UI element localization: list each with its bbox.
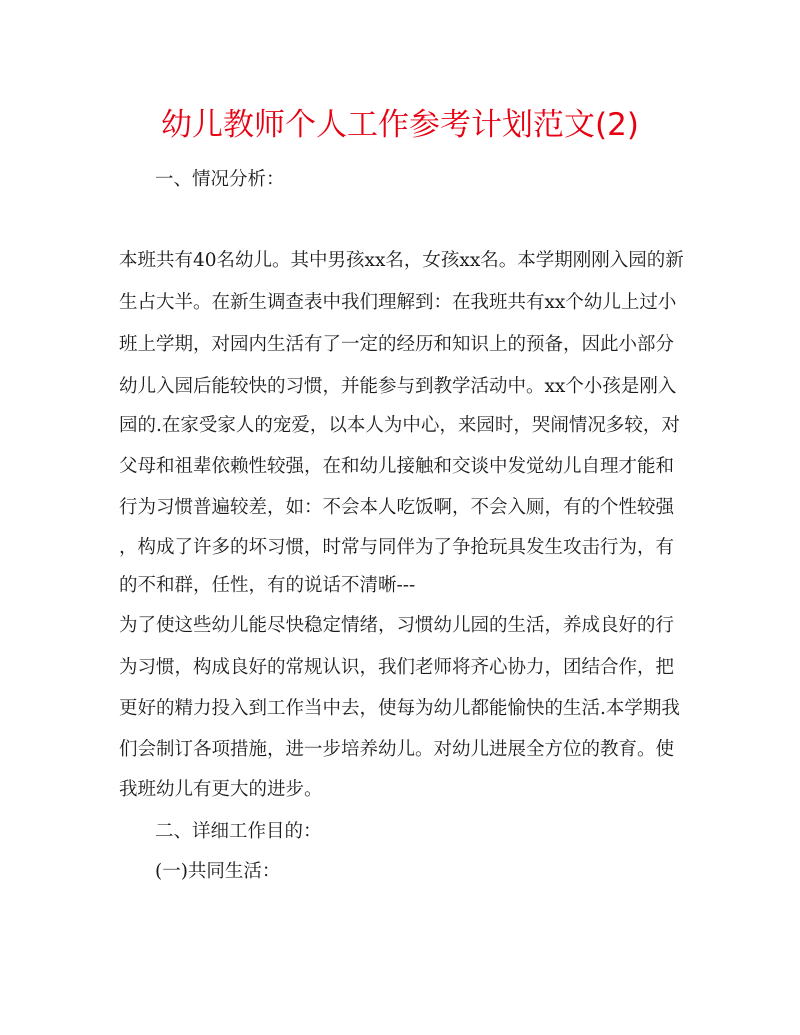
document-title: 幼儿教师个人工作参考计划范文(2) bbox=[161, 107, 639, 143]
paragraph-line: 的不和群，任性，有的说话不清晰--- bbox=[119, 575, 416, 596]
paragraph-line: 本班共有40名幼儿。其中男孩xx名，女孩xx名。本学期刚刚入园的新 bbox=[119, 250, 684, 271]
paragraph-line: 行为习惯普遍较差，如：不会本人吃饭啊，不会入厕，有的个性较强 bbox=[119, 497, 675, 518]
paragraph-line: 生占大半。在新生调查表中我们理解到：在我班共有xx个幼儿上过小 bbox=[119, 292, 677, 313]
paragraph-line: 幼儿入园后能较快的习惯，并能参与到教学活动中。xx个小孩是刚入 bbox=[119, 376, 677, 397]
paragraph-line: 园的.在家受家人的宠爱，以本人为中心，来园时，哭闹情况多较，对 bbox=[119, 415, 680, 436]
paragraph-line: 更好的精力投入到工作当中去，使每为幼儿都能愉快的生活.本学期我 bbox=[119, 698, 680, 719]
paragraph-line: 班上学期，对园内生活有了一定的经历和知识上的预备，因此小部分 bbox=[119, 334, 675, 355]
paragraph-line: 们会制订各项措施，进一步培养幼儿。对幼儿进展全方位的教育。使 bbox=[119, 739, 675, 760]
section-heading-situation: 一、情况分析： bbox=[155, 169, 285, 190]
subsection-heading-shared-life: (一)共同生活： bbox=[155, 861, 281, 882]
paragraph-line: 父母和祖辈依赖性较强，在和幼儿接触和交谈中发觉幼儿自理才能和 bbox=[119, 456, 675, 477]
paragraph-line: 我班幼儿有更大的进步。 bbox=[119, 779, 323, 800]
paragraph-line: 为了使这些幼儿能尽快稳定情绪，习惯幼儿园的生活，养成良好的行 bbox=[119, 615, 675, 636]
paragraph-line: 为习惯，构成良好的常规认识，我们老师将齐心协力，团结合作，把 bbox=[119, 657, 675, 678]
paragraph-line: ，构成了许多的坏习惯，时常与同伴为了争抢玩具发生攻击行为，有 bbox=[119, 537, 675, 558]
section-heading-goals: 二、详细工作目的： bbox=[155, 821, 322, 842]
